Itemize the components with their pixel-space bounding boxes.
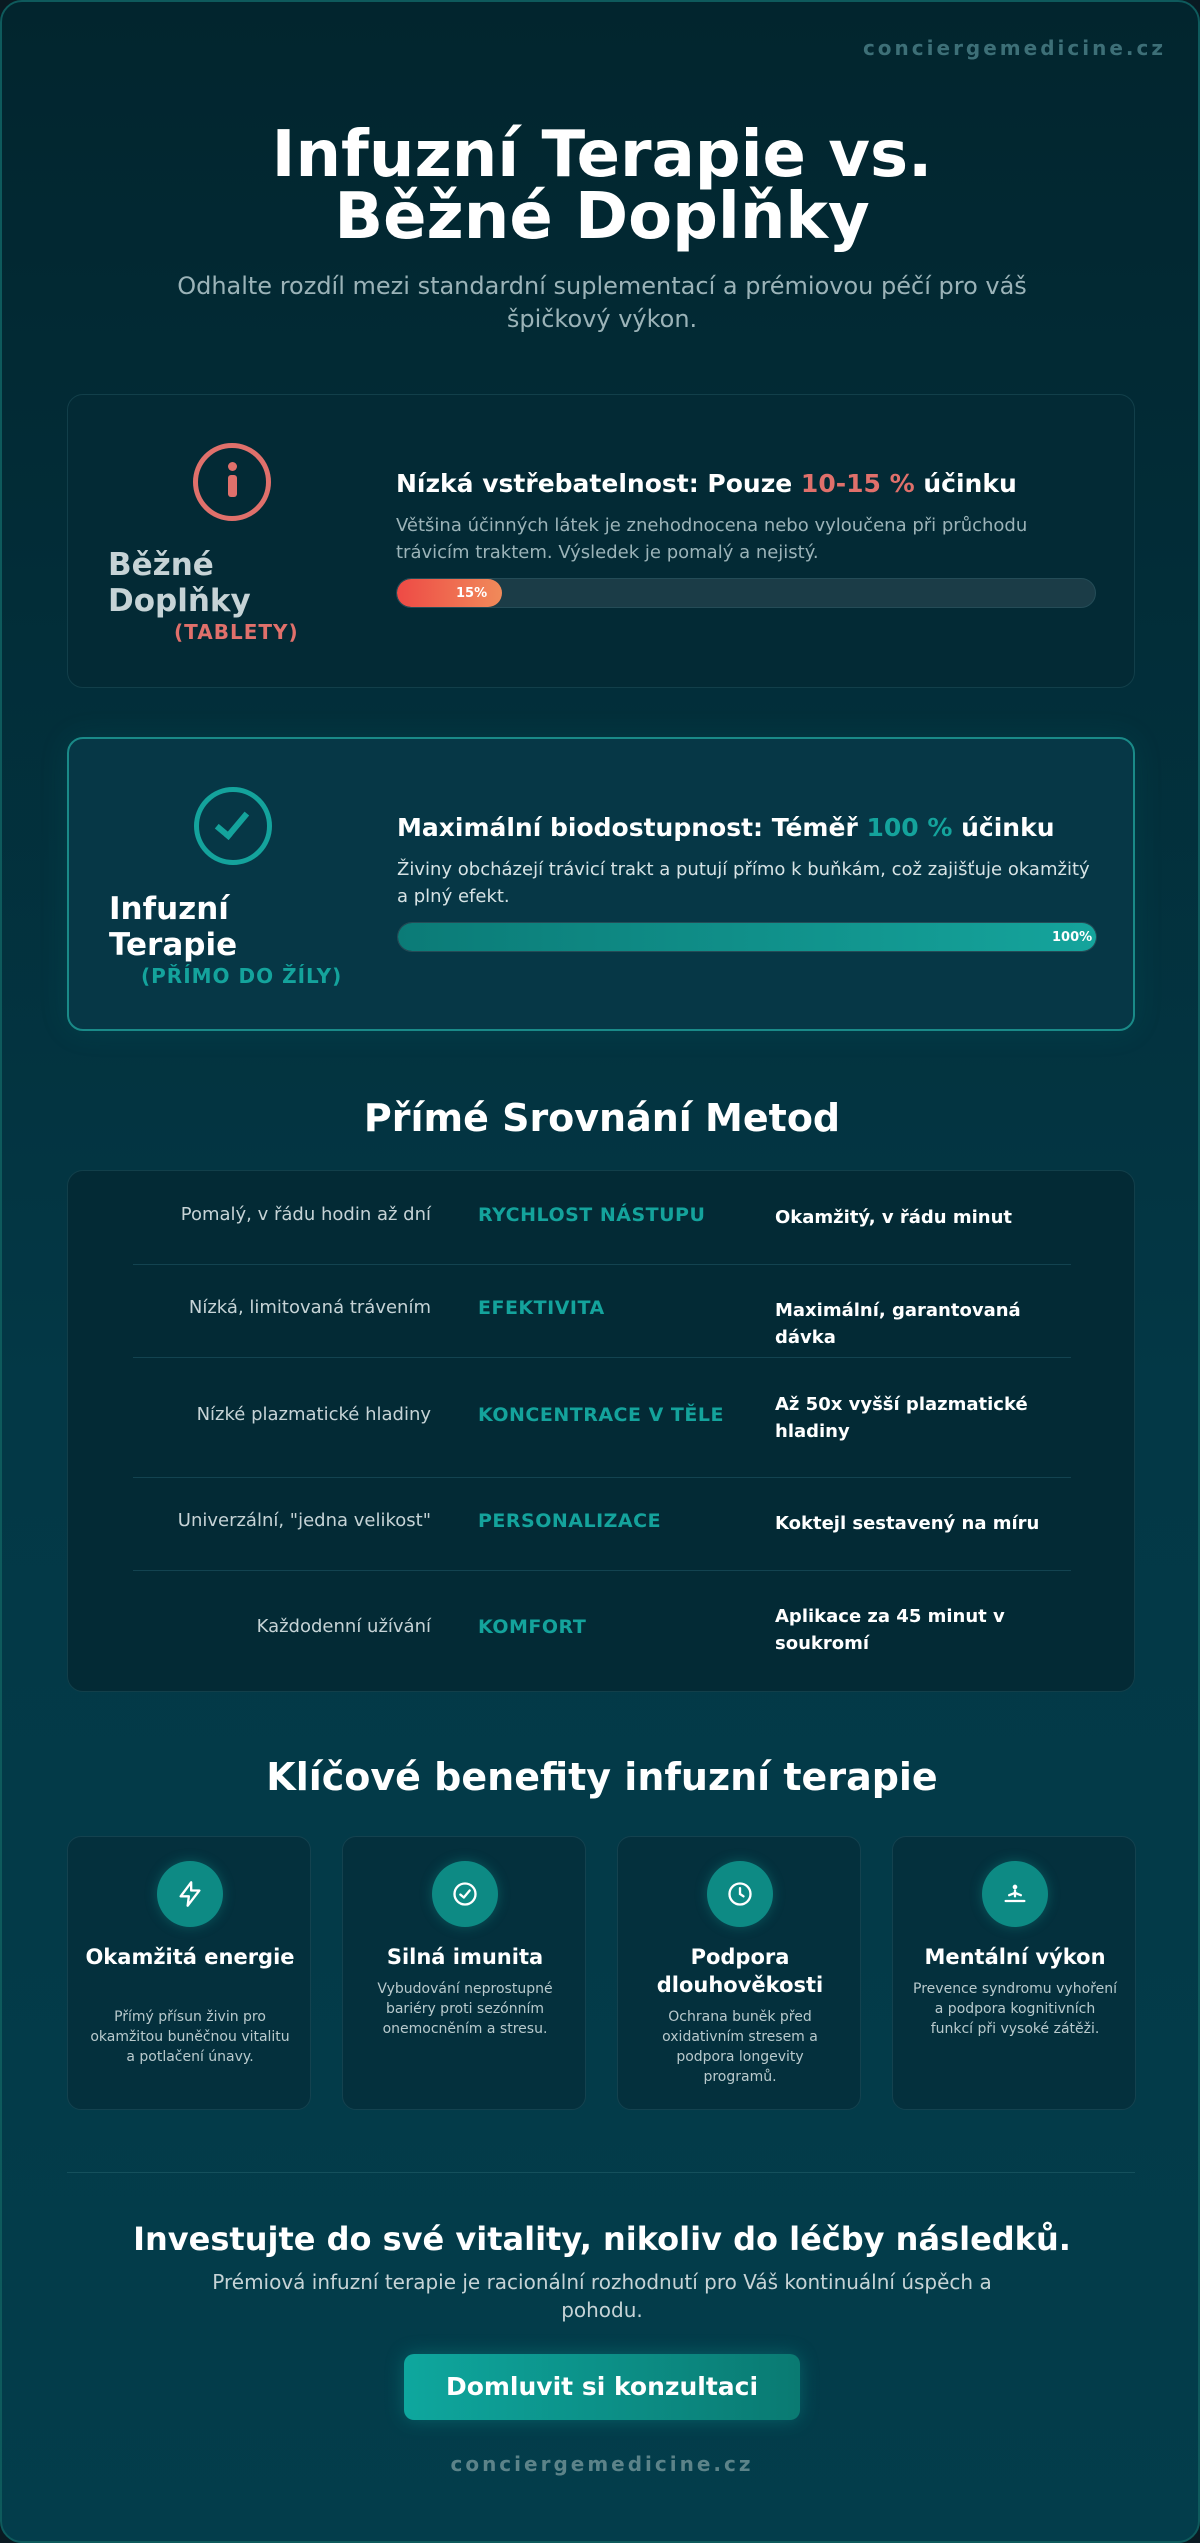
consultation-button[interactable]: Domluvit si konzultaci [404,2354,800,2420]
supplements-details [396,469,1096,608]
benefit-title: Okamžitá energie [85,1945,295,1969]
benefit-card-immunity [342,1836,586,2110]
row-infusion-value: Maximální, garantovaná dávka [775,1300,1021,1348]
meditation-icon [982,1861,1048,1927]
row-divider [133,1357,1071,1358]
row-supplements-value: Pomalý, v řádu hodin až dní [180,1204,431,1225]
check-circle-icon [194,787,272,865]
benefit-card-mental [892,1836,1136,2110]
page-subtitle: Odhalte rozdíl mezi standardní suplementací a prémiovou péčí pro váš špičkový výkon. [177,272,1027,333]
cta-text: Prémiová infuzní terapie je racionální rozhodnutí pro Váš kontinuální úspěch a pohodu. [212,2270,992,2322]
supplements-subtitle: (TABLETY) [174,620,299,644]
row-infusion-value: Koktejl sestavený na míru [775,1513,1040,1534]
benefit-title: Podpora dlouhověkosti [656,1945,824,1997]
infusion-card [67,737,1135,1031]
row-criterion: KOMFORT [478,1616,587,1638]
supplements-description: Většina účinných látek je znehodnocena nebo vyloučena při průchodu trávicím traktem. Výsledek je pomalý a nejistý. [396,515,1028,563]
benefit-description: Přímý přísun živin pro okamžitou buněčnou vitalitu a potlačení únavy. [90,2009,290,2065]
cta-title: Investujte do své vitality, nikoliv do léčby následků. [133,2220,1071,2258]
row-criterion: KONCENTRACE V TĚLE [478,1404,724,1426]
row-criterion: PERSONALIZACE [478,1510,662,1532]
row-divider [133,1570,1071,1571]
row-criterion: EFEKTIVITA [478,1297,605,1319]
row-supplements-value: Nízká, limitovaná trávením [188,1297,431,1318]
infusion-progress-fill [398,923,1097,951]
supplements-heading: Nízká vstřebatelnost: Pouze 10-15 % účinku [396,469,1017,498]
benefit-description: Vybudování neprostupné bariéry proti sezónním onemocněním a stresu. [377,1981,553,2037]
infusion-details [397,813,1097,952]
supplements-percent: 10-15 % [800,469,915,498]
infusion-subtitle: (PŘÍMO DO ŽÍLY) [141,964,343,988]
supplements-progress-label: 15% [456,586,488,601]
benefit-description: Prevence syndromu vyhoření a podpora kognitivních funkcí při vysoké zátěži. [913,1981,1117,2037]
check-circle-icon [432,1861,498,1927]
comparison-table [67,1170,1135,1692]
row-supplements-value: Každodenní užívání [256,1616,431,1637]
benefit-description: Ochrana buněk před oxidativním stresem a podpora longevity programů. [662,2009,818,2085]
infusion-title: Infuzní Terapie [109,891,238,963]
info-icon [193,443,271,521]
row-infusion-value: Okamžitý, v řádu minut [775,1207,1013,1228]
row-criterion: RYCHLOST NÁSTUPU [478,1204,706,1226]
infusion-heading: Maximální biodostupnost: Téměř 100 % účinku [397,813,1055,842]
brand-bottom[interactable]: conciergemedicine.cz [450,2452,754,2476]
supplements-title: Běžné Doplňky [108,547,251,619]
row-divider [133,1264,1071,1265]
supplements-card [67,394,1135,688]
cta-divider [67,2172,1135,2173]
lightning-icon [157,1861,223,1927]
benefit-card-longevity [617,1836,861,2110]
benefit-card-energy [67,1836,311,2110]
infusion-progress-bar [397,922,1097,952]
benefit-title: Silná imunita [386,1945,544,1969]
benefit-title: Mentální výkon [924,1945,1106,1969]
infusion-description: Živiny obcházejí trávicí trakt a putují přímo k buňkám, což zajišťuje okamžitý a plný efekt. [397,859,1090,907]
infusion-percent: 100 % [866,813,953,842]
supplements-progress-bar [396,578,1096,608]
comparison-title: Přímé Srovnání Metod [363,1096,841,1140]
row-supplements-value: Univerzální, "jedna velikost" [177,1510,431,1531]
row-infusion-value: Aplikace za 45 minut v soukromí [775,1606,1005,1654]
row-infusion-value: Až 50x vyšší plazmatické hladiny [775,1394,1028,1442]
infusion-progress-label: 100% [1052,930,1093,945]
benefits-title: Klíčové benefity infuzní terapie [266,1755,938,1799]
page-title: Infuzní Terapie vs. Běžné Doplňky [271,118,933,254]
brand-top[interactable]: conciergemedicine.cz [862,36,1166,60]
row-supplements-value: Nízké plazmatické hladiny [196,1404,431,1425]
row-divider [133,1477,1071,1478]
hero [2,118,1200,336]
clock-icon [707,1861,773,1927]
